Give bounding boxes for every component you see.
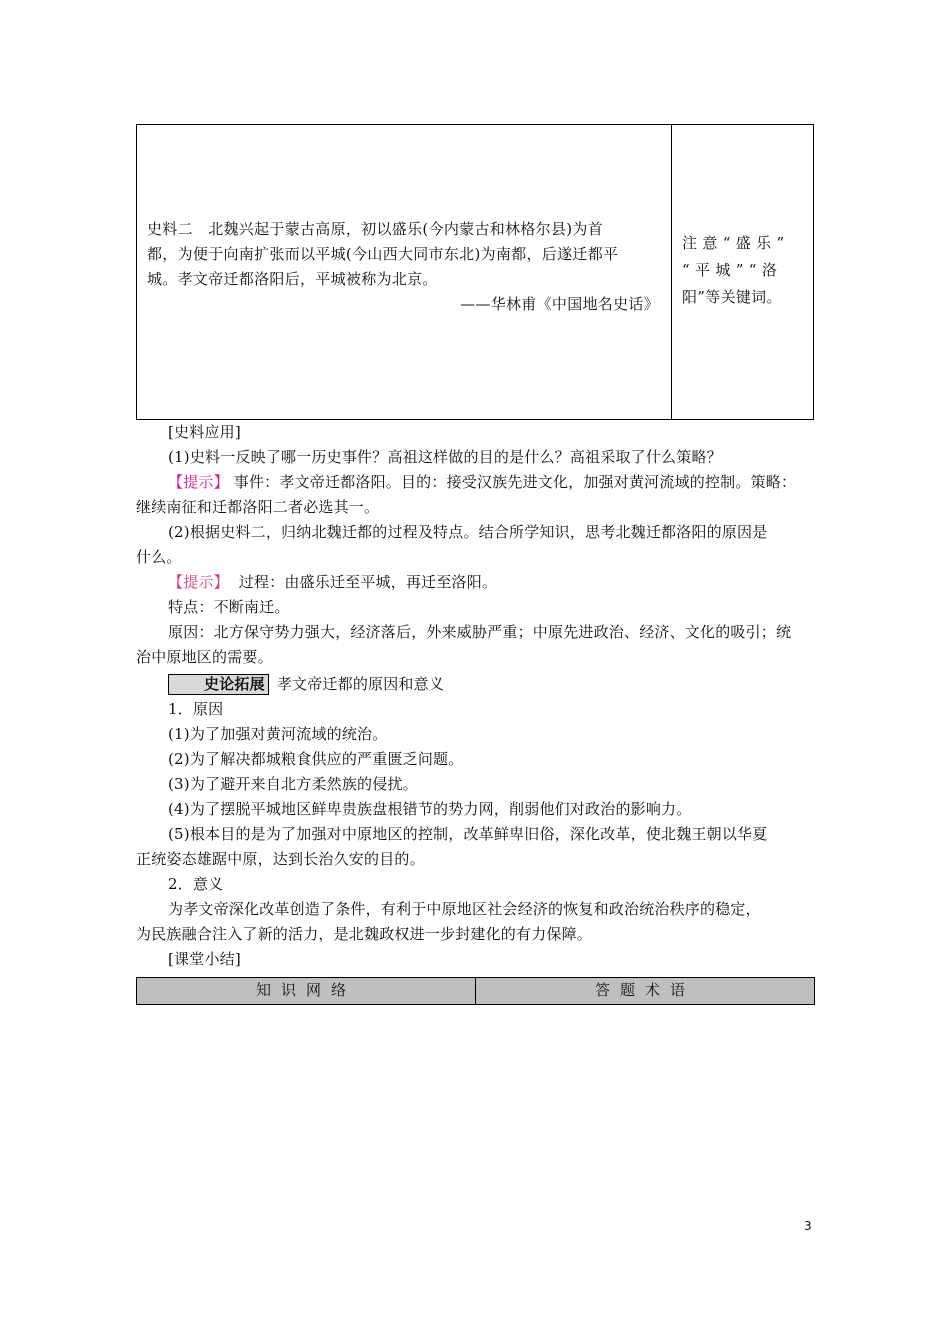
question-1: (1)史料一反映了哪一历史事件？高祖这样做的目的是什么？高祖采取了什么策略？ [168, 448, 722, 466]
significance-text: 为孝文帝深化改革创造了条件，有利于中原地区社会经济的恢复和政治统治秩序的稳定， [168, 900, 761, 918]
answer-1-continued: 继续南征和迁都洛阳二者必选其一。 [136, 498, 380, 516]
note-line: “ 平 城 ” “ 洛 [682, 261, 778, 279]
hint-label: 【提示】 [168, 573, 229, 591]
summary-col-terms: 答题术语 [594, 981, 695, 999]
extension-title: 孝文帝迁都的原因和意义 [276, 675, 445, 693]
note-line: 注 意 “ 盛 乐 ” [682, 234, 785, 252]
source-citation: ——华林甫《中国地名史话》 [460, 295, 659, 313]
answer-2-feature: 特点：不断南迁。 [168, 598, 290, 616]
summary-col-knowledge: 知识网络 [137, 978, 476, 1004]
source-text-line: 城。孝文帝迁都洛阳后，平城被称为北京。 [147, 270, 438, 288]
source-text-line: 史料二 北魏兴起于蒙古高原，初以盛乐(今内蒙古和林格尔县)为首 [147, 220, 604, 238]
reason-item-continued: 正统姿态雄踞中原，达到长治久安的目的。 [136, 850, 425, 868]
extension-tag: 史论拓展 [168, 674, 269, 695]
significance-text-continued: 为民族融合注入了新的活力，是北魏政权进一步封建化的有力保障。 [136, 925, 593, 943]
source-text-line: 都，为便于向南扩张而以平城(今山西大同市东北)为南都，后遂迁都平 [147, 245, 619, 263]
section-heading: [史料应用] [168, 423, 241, 441]
body-text [136, 420, 816, 972]
summary-table [136, 977, 815, 1005]
note-cell [672, 125, 813, 419]
reason-item: (4)为了摆脱平城地区鲜卑贵族盘根错节的势力网，削弱他们对政治的影响力。 [168, 800, 692, 818]
note-line: 阳”等关键词。 [682, 288, 782, 306]
subsection-reasons: 1．原因 [168, 700, 224, 718]
question-2: (2)根据史料二，归纳北魏迁都的过程及特点。结合所学知识，思考北魏迁都洛阳的原因是 [168, 523, 768, 541]
reason-item: (1)为了加强对黄河流域的统治。 [168, 725, 388, 743]
answer-2-reason-continued: 治中原地区的需要。 [136, 648, 273, 666]
hint-label: 【提示】 [168, 473, 229, 491]
page-number: 3 [804, 1219, 812, 1233]
subsection-significance: 2．意义 [168, 875, 224, 893]
reason-item: (2)为了解决都城粮食供应的严重匮乏问题。 [168, 750, 464, 768]
question-2-continued: 什么。 [136, 548, 182, 566]
source-material-table [136, 124, 814, 420]
source-material-cell [137, 125, 672, 419]
extension-heading [136, 672, 816, 697]
answer-2-process: 【提示】 过程：由盛乐迁至平城，再迁至洛阳。 [168, 573, 498, 591]
answer-2-reason: 原因：北方保守势力强大，经济落后，外来威胁严重；中原先进政治、经济、文化的吸引；统 [168, 623, 792, 641]
summary-heading: [课堂小结] [168, 950, 241, 968]
reason-item: (5)根本目的是为了加强对中原地区的控制，改革鲜卑旧俗，深化改革，使北魏王朝以华夏 [168, 825, 768, 843]
answer-1: 【提示】 事件：孝文帝迁都洛阳。目的：接受汉族先进文化，加强对黄河流域的控制。策略： [168, 473, 797, 491]
reason-item: (3)为了避开来自北方柔然族的侵扰。 [168, 775, 418, 793]
